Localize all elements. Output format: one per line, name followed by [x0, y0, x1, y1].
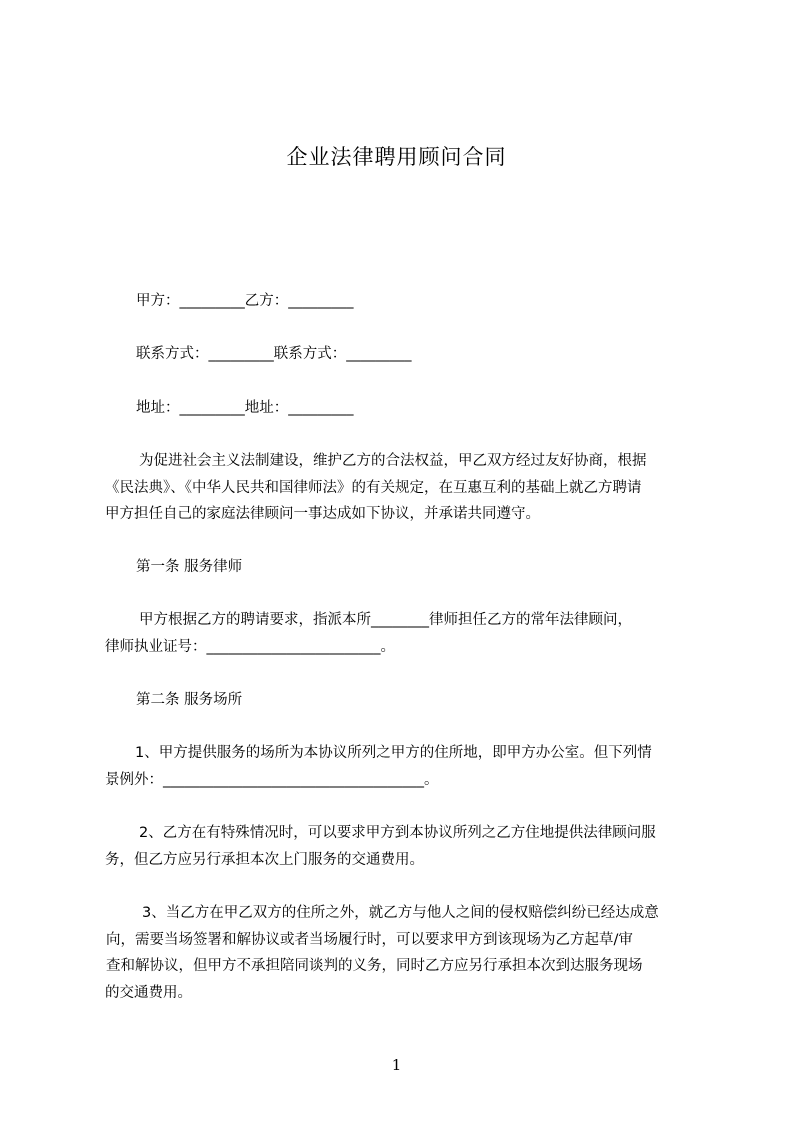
- page-number: 1: [391, 1056, 402, 1074]
- article2-heading: 第二条 服务场所: [136, 692, 243, 708]
- party-line: 甲方：_________乙方：_________: [136, 293, 354, 309]
- article1-line: 甲方根据乙方的聘请要求，指派本所________律师担任乙方的常年法律顾问，: [139, 612, 632, 628]
- article2-item1-line: 1、甲方提供服务的场所为本协议所列之甲方的住所地，即甲方办公室。但下列情: [135, 745, 652, 761]
- article2-item3-line: 向，需要当场签署和解协议或者当场履行时，可以要求甲方到该现场为乙方起草/审: [106, 931, 633, 948]
- preamble-line: 为促进社会主义法制建设，维护乙方的合法权益，甲乙双方经过友好协商，根据: [139, 453, 647, 469]
- article2-item3: [105, 900, 701, 1006]
- article2-item2-line: 务，但乙方应另行承担本次上门服务的交通费用。: [105, 851, 424, 868]
- article2-item1: [105, 740, 701, 793]
- article2-item3-line: 3、当乙方在甲乙双方的住所之外，就乙方与他人之间的侵权赔偿纠纷已经达成意: [142, 905, 659, 921]
- preamble-paragraph: [105, 448, 701, 528]
- article2-item3-line: 的交通费用。: [105, 984, 192, 1001]
- article2-item3-line: 查和解协议，但甲方不承担陪同谈判的义务，同时乙方应另行承担本次到达服务现场: [106, 958, 643, 974]
- article1-line: 律师执业证号：________________________。: [105, 638, 395, 655]
- article1-paragraph: [105, 607, 701, 660]
- address-line: 地址：_________地址：_________: [136, 400, 354, 416]
- article2-item2: [105, 820, 701, 873]
- contact-line: 联系方式：_________联系方式：_________: [136, 346, 412, 362]
- preamble-line: 甲方担任自己的家庭法律顾问一事达成如下协议，并承诺共同遵守。: [105, 506, 540, 522]
- article2-item2-line: 2、乙方在有特殊情况时，可以要求甲方到本协议所列之乙方住地提供法律顾问服: [139, 825, 656, 841]
- article2-item1-line: 景例外：____________________________________。: [105, 771, 439, 788]
- document-title: 企业法律聘用顾问合同: [286, 145, 507, 169]
- preamble-line: 《民法典》、《中华人民共和国律师法》的有关规定，在互惠互利的基础上就乙方聘请: [105, 479, 642, 496]
- article1-heading: 第一条 服务律师: [136, 559, 243, 575]
